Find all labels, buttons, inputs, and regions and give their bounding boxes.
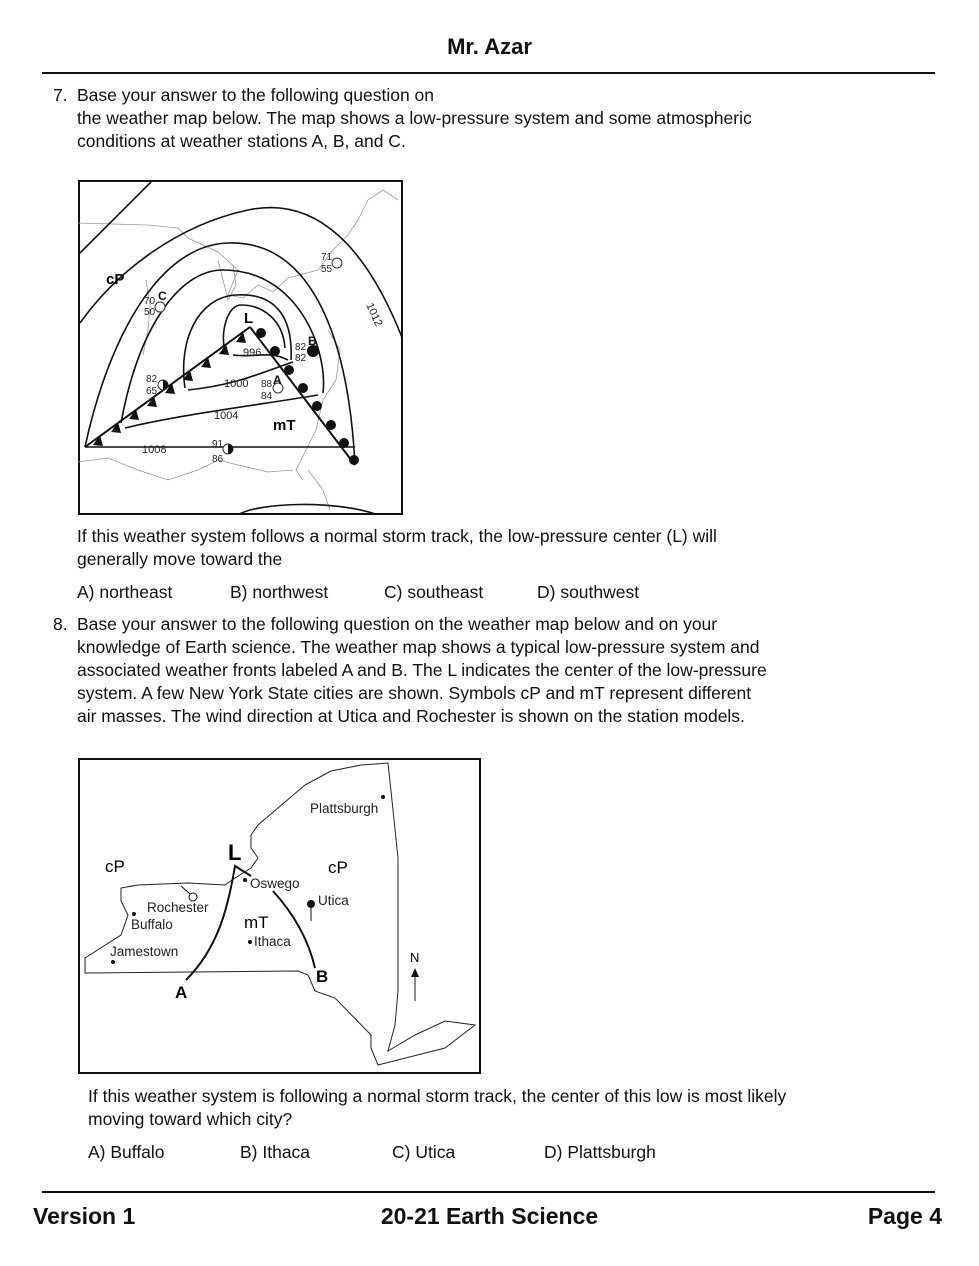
intro-line: Base your answer to the following question on [77,85,435,105]
isobar-label: 1008 [142,444,167,456]
prompt-line: If this weather system is following a normal storm track, the center of this low is most likely [88,1086,787,1106]
svg-text:55: 55 [321,264,333,275]
svg-text:88: 88 [261,379,273,390]
footer-divider [42,1191,935,1193]
question-8-prompt [88,1085,786,1131]
page-header-title: Mr. Azar [447,34,532,59]
isobar-label: 1000 [224,378,249,390]
city-buffalo: Buffalo [131,917,173,932]
q7-choice-c[interactable]: C) southeast [384,582,484,602]
q7-choice-b[interactable]: B) northwest [230,582,329,602]
prompt-line: moving toward which city? [88,1109,293,1129]
prompt-line: generally move toward the [77,549,283,569]
intro-line: air masses. The wind direction at Utica and Rochester is shown on the station models. [77,706,745,726]
q8-choice-c[interactable]: C) Utica [392,1142,456,1162]
city-jamestown: Jamestown [110,944,179,959]
svg-text:91: 91 [212,439,224,450]
question-7-number: 7. [53,85,68,105]
svg-text:65: 65 [146,386,158,397]
q8-choice-b[interactable]: B) Ithaca [240,1142,311,1162]
city-rochester: Rochester [147,900,209,915]
isobar-label: 996 [243,347,262,359]
city-ithaca: Ithaca [254,934,291,949]
city-utica: Utica [318,893,349,908]
air-mass-cp-east: cP [328,858,348,877]
air-mass-cp: cP [106,271,125,288]
q8-choice-a[interactable]: A) Buffalo [88,1142,165,1162]
weather-map-low-pressure [78,180,403,515]
svg-text:82: 82 [295,353,307,364]
svg-text:A: A [273,373,282,387]
svg-text:C: C [158,289,167,303]
svg-text:70: 70 [144,296,156,307]
svg-text:82: 82 [146,374,158,385]
air-mass-cp-west: cP [105,857,125,876]
intro-line: knowledge of Earth science. The weather map shows a typical low-pressure system and [77,637,760,657]
footer-page-number: Page 4 [867,1203,942,1229]
air-mass-mt: mT [273,417,296,434]
intro-line: the weather map below. The map shows a low-pressure system and some atmospheric [77,108,752,128]
front-label-a: A [175,983,188,1002]
footer-version: Version 1 [33,1203,136,1229]
svg-text:82: 82 [295,342,307,353]
svg-text:84: 84 [261,391,273,402]
svg-text:N: N [410,950,420,965]
intro-line: Base your answer to the following question on the weather map below and on your [77,614,718,634]
prompt-line: If this weather system follows a normal storm track, the low-pressure center (L) will [77,526,717,546]
svg-text:B: B [308,334,317,348]
low-pressure-label: L [244,310,254,327]
new-york-weather-map [78,758,481,1074]
city-oswego: Oswego [250,876,300,891]
city-plattsburgh: Plattsburgh [310,801,379,816]
intro-line: conditions at weather stations A, B, and C. [77,131,406,151]
question-8-intro [77,613,767,728]
header-divider [42,72,935,74]
question-8-number: 8. [53,614,68,634]
svg-text:86: 86 [212,454,224,465]
low-pressure-label: L [228,840,242,865]
q7-choice-d[interactable]: D) southwest [537,582,640,602]
air-mass-mt: mT [244,913,269,932]
isobar-label: 1004 [214,410,239,422]
intro-line: associated weather fronts labeled A and B. The L indicates the center of the low-pressure [77,660,767,680]
q7-choice-a[interactable]: A) northeast [77,582,173,602]
question-7-intro [77,84,752,153]
front-label-b: B [316,967,329,986]
footer-course: 20-21 Earth Science [380,1203,599,1229]
intro-line: system. A few New York State cities are shown. Symbols cP and mT represent different [77,683,752,703]
svg-text:50: 50 [144,307,156,318]
q8-choice-d[interactable]: D) Plattsburgh [544,1142,656,1162]
isobar-label: 1012 [363,301,385,329]
question-7-prompt [77,525,717,571]
svg-text:71: 71 [321,252,333,263]
